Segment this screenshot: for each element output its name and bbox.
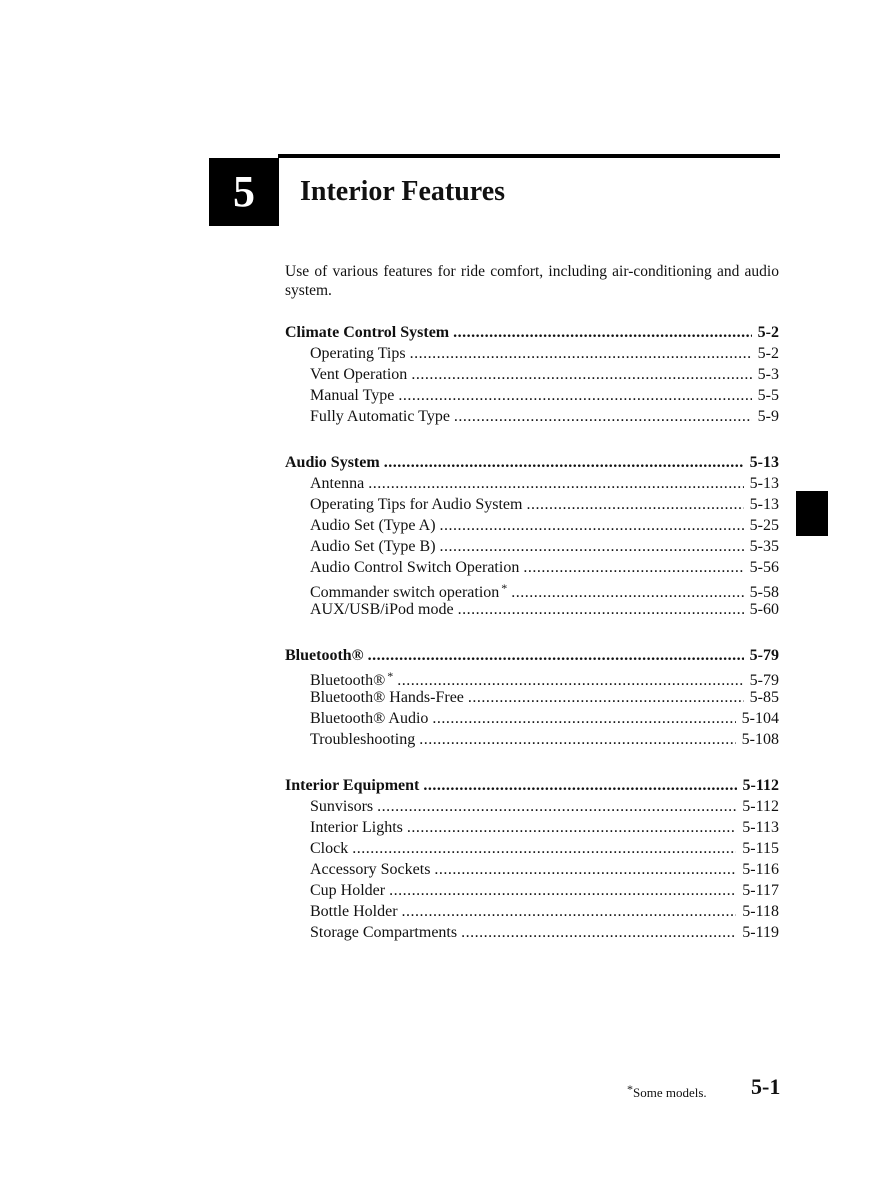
chapter-side-tab	[796, 491, 828, 536]
toc-entry-label	[310, 557, 523, 578]
toc-page-ref: 5-2	[757, 345, 779, 362]
toc-page-ref: 5-5	[757, 387, 779, 404]
dot-leader	[458, 599, 744, 620]
toc-entry[interactable]	[285, 859, 779, 880]
toc-entry-title: AUX/USB/iPod mode	[310, 601, 454, 618]
toc-page-ref: 5-112	[742, 798, 779, 815]
dot-leader	[407, 817, 736, 838]
toc-entry-title: Audio System	[285, 454, 380, 471]
toc-page-ref: 5-85	[749, 689, 779, 706]
toc-page-ref: 5-104	[741, 710, 779, 727]
toc-page-ref: 5-13	[749, 475, 779, 492]
toc-entry-title: Bluetooth®	[285, 647, 364, 664]
toc-entry-label	[310, 708, 432, 729]
toc-entry-title: Troubleshooting	[310, 731, 416, 748]
toc-entry[interactable]	[285, 838, 779, 859]
toc-entry-label	[285, 645, 368, 666]
footnote-text: Some models.	[633, 1085, 707, 1100]
toc-entry-label	[310, 343, 410, 364]
toc-entry[interactable]	[285, 536, 779, 557]
toc-entry[interactable]	[285, 687, 779, 708]
toc-page-ref: 5-113	[742, 819, 779, 836]
toc-entry-title: Bottle Holder	[310, 903, 398, 920]
toc-entry-label	[310, 922, 461, 943]
dot-leader	[352, 838, 736, 859]
toc-page-ref: 5-119	[742, 924, 779, 941]
toc-entry-title: Operating Tips	[310, 345, 406, 362]
toc-page-ref: 5-13	[749, 496, 779, 513]
toc-entry-label	[310, 536, 440, 557]
chapter-top-rule	[278, 154, 780, 158]
toc-entry[interactable]	[285, 599, 779, 620]
toc-entry-title: Audio Set (Type A)	[310, 517, 436, 534]
toc-entry[interactable]	[285, 922, 779, 943]
toc-entry-label	[310, 729, 419, 750]
toc-entry[interactable]	[285, 473, 779, 494]
toc-entry-label	[285, 775, 423, 796]
some-models-marker: *	[387, 669, 394, 683]
toc-page-ref: 5-58	[749, 584, 779, 601]
dot-leader	[411, 364, 751, 385]
toc-section	[285, 452, 779, 620]
toc-entry-title: Antenna	[310, 475, 365, 492]
toc-entry[interactable]	[285, 515, 779, 536]
toc-entry-title: Bluetooth® Hands-Free	[310, 689, 464, 706]
toc-entry[interactable]	[285, 364, 779, 385]
toc-entry[interactable]	[285, 796, 779, 817]
dot-leader	[440, 536, 744, 557]
toc-entry-label	[310, 796, 377, 817]
table-of-contents	[285, 322, 779, 968]
chapter-number: 5	[233, 167, 255, 216]
toc-entry[interactable]	[285, 708, 779, 729]
toc-entry[interactable]	[285, 729, 779, 750]
toc-section-heading[interactable]	[285, 645, 779, 666]
dot-leader	[468, 687, 744, 708]
toc-entry[interactable]	[285, 880, 779, 901]
toc-page-ref: 5-79	[749, 672, 779, 689]
toc-entry-title: Climate Control System	[285, 324, 450, 341]
toc-entry-title: Bluetooth®	[310, 672, 386, 689]
dot-leader	[402, 901, 737, 922]
toc-entry-title: Commander switch operation	[310, 584, 500, 601]
dot-leader	[432, 708, 735, 729]
dot-leader	[453, 322, 752, 343]
toc-entry-title: Audio Set (Type B)	[310, 538, 436, 555]
toc-entry-label	[310, 406, 454, 427]
toc-page-ref: 5-35	[749, 538, 779, 555]
toc-page-ref: 5-25	[749, 517, 779, 534]
toc-entry-label	[310, 859, 434, 880]
dot-leader	[454, 406, 752, 427]
toc-entry-title: Audio Control Switch Operation	[310, 559, 520, 576]
toc-section-heading[interactable]	[285, 775, 779, 796]
chapter-intro: Use of various features for ride comfort, including air-conditioning and audio system.	[285, 263, 779, 299]
toc-entry[interactable]	[285, 666, 779, 687]
page-number: 5-1	[751, 1074, 781, 1099]
toc-page-ref: 5-60	[749, 601, 779, 618]
toc-entry-title: Interior Equipment	[285, 777, 420, 794]
toc-entry-label	[310, 385, 398, 406]
chapter-title: Interior Features	[300, 176, 506, 207]
dot-leader	[389, 880, 736, 901]
dot-leader	[434, 859, 736, 880]
dot-leader	[410, 343, 752, 364]
toc-entry-label	[310, 494, 526, 515]
toc-entry-title: Bluetooth® Audio	[310, 710, 429, 727]
toc-page-ref: 5-9	[757, 408, 779, 425]
toc-page-ref: 5-2	[757, 324, 779, 341]
toc-entry-title: Operating Tips for Audio System	[310, 496, 523, 513]
toc-entry[interactable]	[285, 343, 779, 364]
toc-entry-label	[310, 880, 389, 901]
dot-leader	[419, 729, 735, 750]
toc-entry-label	[310, 687, 468, 708]
toc-entry[interactable]	[285, 406, 779, 427]
toc-entry-label	[310, 473, 368, 494]
dot-leader	[523, 557, 743, 578]
dot-leader	[526, 494, 743, 515]
toc-entry-title: Storage Compartments	[310, 924, 458, 941]
toc-page-ref: 5-112	[742, 777, 779, 794]
toc-entry-title: Interior Lights	[310, 819, 403, 836]
dot-leader	[398, 385, 751, 406]
toc-entry-title: Clock	[310, 840, 349, 857]
toc-entry[interactable]	[285, 385, 779, 406]
toc-entry[interactable]	[285, 901, 779, 922]
toc-entry[interactable]	[285, 494, 779, 515]
footnote	[627, 1082, 707, 1101]
toc-section-heading[interactable]	[285, 452, 779, 473]
toc-page-ref: 5-3	[757, 366, 779, 383]
toc-entry-title: Manual Type	[310, 387, 395, 404]
toc-entry-label	[310, 901, 402, 922]
toc-section	[285, 775, 779, 943]
toc-entry-label	[310, 515, 440, 536]
toc-page-ref: 5-56	[749, 559, 779, 576]
toc-page-ref: 5-13	[749, 454, 779, 471]
toc-page-ref: 5-108	[741, 731, 779, 748]
toc-entry-label	[310, 817, 407, 838]
toc-entry-label	[310, 364, 411, 385]
toc-entry-label	[310, 838, 352, 859]
toc-entry-label	[285, 452, 384, 473]
toc-section-heading[interactable]	[285, 322, 779, 343]
dot-leader	[384, 452, 744, 473]
toc-section	[285, 645, 779, 750]
toc-entry-title: Fully Automatic Type	[310, 408, 450, 425]
toc-page-ref: 5-117	[742, 882, 779, 899]
toc-page-ref: 5-115	[742, 840, 779, 857]
dot-leader	[377, 796, 736, 817]
toc-entry[interactable]	[285, 578, 779, 599]
dot-leader	[368, 473, 743, 494]
toc-entry[interactable]	[285, 557, 779, 578]
toc-page-ref: 5-118	[742, 903, 779, 920]
toc-page-ref: 5-116	[742, 861, 779, 878]
toc-entry-title: Accessory Sockets	[310, 861, 431, 878]
dot-leader	[368, 645, 744, 666]
dot-leader	[423, 775, 736, 796]
some-models-marker: *	[501, 581, 508, 595]
footnote-star: *	[627, 1082, 633, 1096]
toc-section	[285, 322, 779, 427]
toc-entry-title: Vent Operation	[310, 366, 408, 383]
dot-leader	[440, 515, 744, 536]
toc-entry[interactable]	[285, 817, 779, 838]
dot-leader	[461, 922, 736, 943]
toc-entry-title: Cup Holder	[310, 882, 386, 899]
toc-entry-label	[285, 322, 453, 343]
toc-entry-title: Sunvisors	[310, 798, 374, 815]
toc-entry-label	[310, 599, 458, 620]
toc-page-ref: 5-79	[749, 647, 779, 664]
chapter-number-box	[209, 158, 279, 226]
